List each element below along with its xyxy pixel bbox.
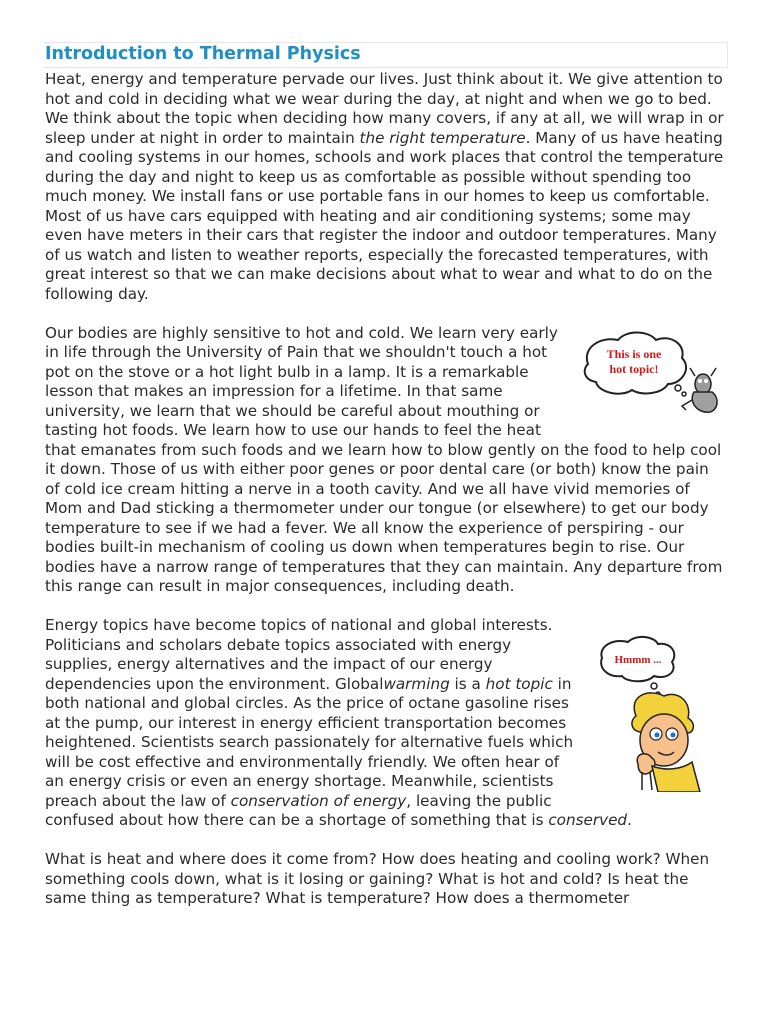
section-2 — [45, 324, 728, 597]
paragraph-3-emphasis-3: conservation of energy — [230, 791, 407, 810]
bubble-1-line-2: hot topic! — [609, 361, 659, 376]
paragraph-2: Our bodies are highly sensitive to hot and cold. We learn very early in life through the University of Pain that we shouldn't touch a hot pot on the stove or a hot light bulb in a lamp. It is a remarkable lesson that makes an impression for a lifetime. In that same university, we learn that we should be careful about mouthing or tasting hot foods. We learn how to use our hands to feel the heat that emanates from such foods and we learn how to blow gently on the food to help cool it down. Those of us with either poor genes or poor dental care (or both) know the pain of cold ice cream hitting a nerve in a tooth cavity. And we all have vivid memories of Mom and Dad sticking a thermometer under our tongue (or elsewhere) to get our body temperature to see if we had a fever. We all know the experience of perspiring - our bodies built-in mechanism of cooling us down when temperatures begin to rise. Our bodies have a narrow range of temperatures that they can maintain. Any departure from this range can result in major consequences, including death. — [45, 323, 723, 595]
paragraph-1-emphasis: the right temperature — [359, 128, 526, 147]
section-3 — [45, 616, 728, 831]
bubble-1-line-1: This is one — [606, 346, 662, 361]
paragraph-3-emphasis-2: hot topic — [485, 674, 553, 693]
paragraph-3-text-a: Energy topics have become topics of national and global interests. Politicians and scholars debate topics associated with energy supplies, energy alternatives and the impact of our energy dependencies upon the environment. Global — [45, 616, 553, 693]
paragraph-3-text-d: , leaving the public confused about how there can be a shortage of something that is — [45, 791, 552, 829]
page-title: Introduction to Thermal Physics — [45, 44, 361, 65]
title-bar — [43, 42, 728, 68]
paragraph-3-emphasis-4: conserved — [548, 811, 628, 829]
paragraph-1-text-a: Heat, energy and temperature pervade our lives. Just think about it. We give attention to hot and cold in deciding what we wear during the day, at night and when we go to bed. We think about the topic when deciding how many covers, if any at all, we will wrap in or sleep under at night in order to maintain — [45, 70, 724, 147]
bubble-2-text: Hmmm ... — [614, 654, 662, 666]
thinking-person-icon — [588, 632, 708, 792]
hot-topic-cartoon-icon — [578, 326, 728, 418]
paragraph-3-text-c: in both national and global circles. As the price of octane gasoline rises at the pump, our interest in energy efficient transportation becomes heightened. Scientists search passionately for alternative fuels which will be cost effective and environmentally friendly. We often hear of an energy crisis or even an energy shortage. Meanwhile, scientists preach about the law of — [45, 674, 574, 810]
paragraph-1-text-b: . Many of us have heating and cooling systems in our homes, schools and work places that control the temperature during the day and night to keep us as comfortable as possible without spending too much money. We install fans or use portable fans in our homes to keep us comfortable. Most of us have cars equipped with heating and air conditioning systems; some may even have meters in their cars that register the indoor and outdoor temperatures. Many of us watch and listen to weather reports, especially the forecasted temperatures, with great interest so that we can make decisions about what to wear and what to do on the following day. — [45, 128, 724, 303]
paragraph-1 — [45, 70, 728, 304]
paragraph-4: What is heat and where does it come from? How does heating and cooling work? When something cools down, what is it losing or gaining? What is hot and cold? Is heat the same thing as temperature? What is temperature? How does a thermometer — [45, 850, 710, 907]
paragraph-3-text-b: is a — [449, 674, 486, 693]
paragraph-3-text-e: . — [627, 811, 632, 829]
paragraph-3-emphasis-1: warming — [383, 674, 450, 693]
document — [45, 42, 728, 909]
